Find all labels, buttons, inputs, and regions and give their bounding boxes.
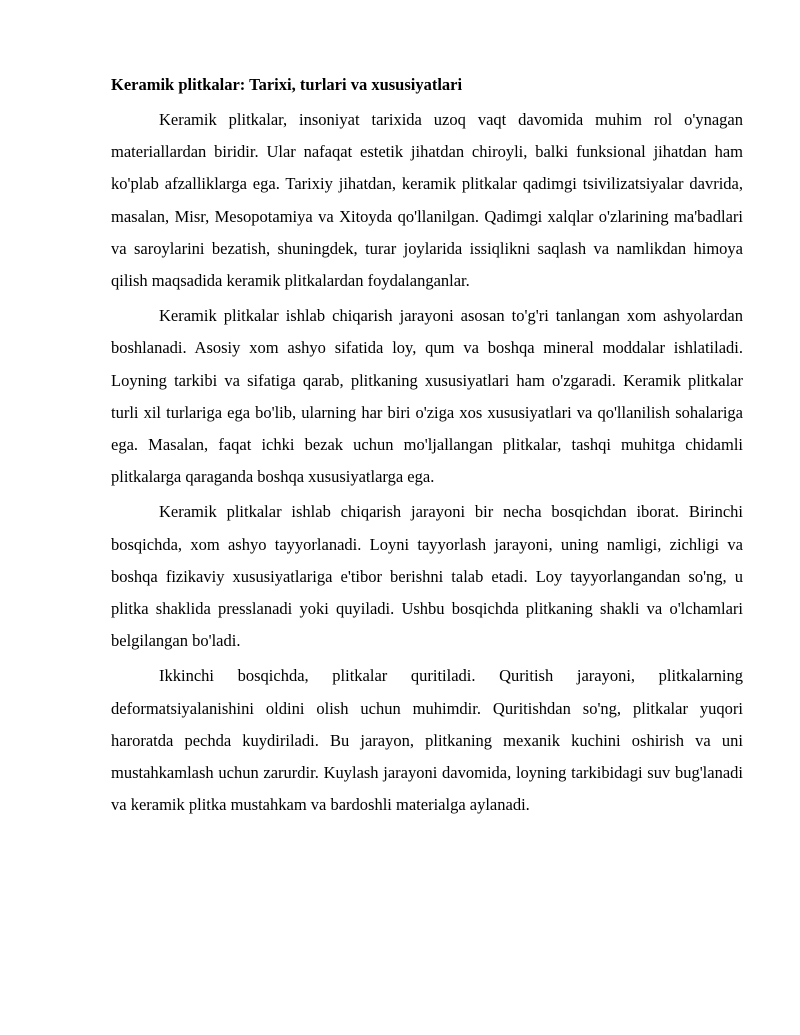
paragraph-second-stage: Ikkinchi bosqichda, plitkalar quritiladi. Quritish jarayoni, plitkalarning deformatsiyalanishini oldini olish uchun muhimdir. Quritishdan so'ng, plitkalar yuqori haroratda pechda kuydiriladi. Bu jarayon, plitkaning mexanik kuchini oshirish va uni mustahkamlash uchun zarurdir. Kuylash jarayoni davomida, loyning tarkibidagi suv bug'lanadi va keramik plitka mustahkam va bardoshli materialga aylanadi. — [111, 666, 743, 815]
document-title: Keramik plitkalar: Tarixi, turlari va xususiyatlari — [111, 75, 463, 94]
document-body — [111, 73, 743, 824]
paragraph-history: Keramik plitkalar, insoniyat tarixida uzoq vaqt davomida muhim rol o'ynagan materiallardan biridir. Ular nafaqat estetik jihatdan chiroyli, balki funksional jihatdan ham ko'plab afzalliklarga ega. Tarixiy jihatdan, keramik plitkalar qadimgi tsivilizatsiyalar davrida, masalan, Misr, Mesopotamiya va Xitoyda qo'llanilgan. Qadimgi xalqlar o'zlarining ma'badlari va saroylarini bezatish, shuningdek, turar joylarida issiqlikni saqlash va namlikdan himoya qilish maqsadida keramik plitkalardan foydalanganlar. — [111, 110, 743, 291]
paragraph-raw-materials: Keramik plitkalar ishlab chiqarish jarayoni asosan to'g'ri tanlangan xom ashyolardan boshlanadi. Asosiy xom ashyo sifatida loy, qum va boshqa mineral moddalar ishlatiladi. Loyning tarkibi va sifatiga qarab, plitkaning xususiyatlari ham o'zgaradi. Keramik plitkalar turli xil turlariga ega bo'lib, ularning har biri o'ziga xos xususiyatlari va qo'llanilish sohalariga ega. Masalan, faqat ichki bezak uchun mo'ljallangan plitkalar, tashqi muhitga chidamli plitkalarga qaraganda boshqa xususiyatlarga ega. — [111, 306, 743, 487]
paragraph-first-stage: Keramik plitkalar ishlab chiqarish jarayoni bir necha bosqichdan iborat. Birinchi bosqichda, xom ashyo tayyorlanadi. Loyni tayyorlash jarayoni, uning namligi, zichligi va boshqa fizikaviy xususiyatlariga e'tibor berishni talab etadi. Loy tayyorlangandan so'ng, u plitka shaklida presslanadi yoki quyiladi. Ushbu bosqichda plitkaning shakli va o'lchamlari belgilangan bo'ladi. — [111, 502, 743, 651]
